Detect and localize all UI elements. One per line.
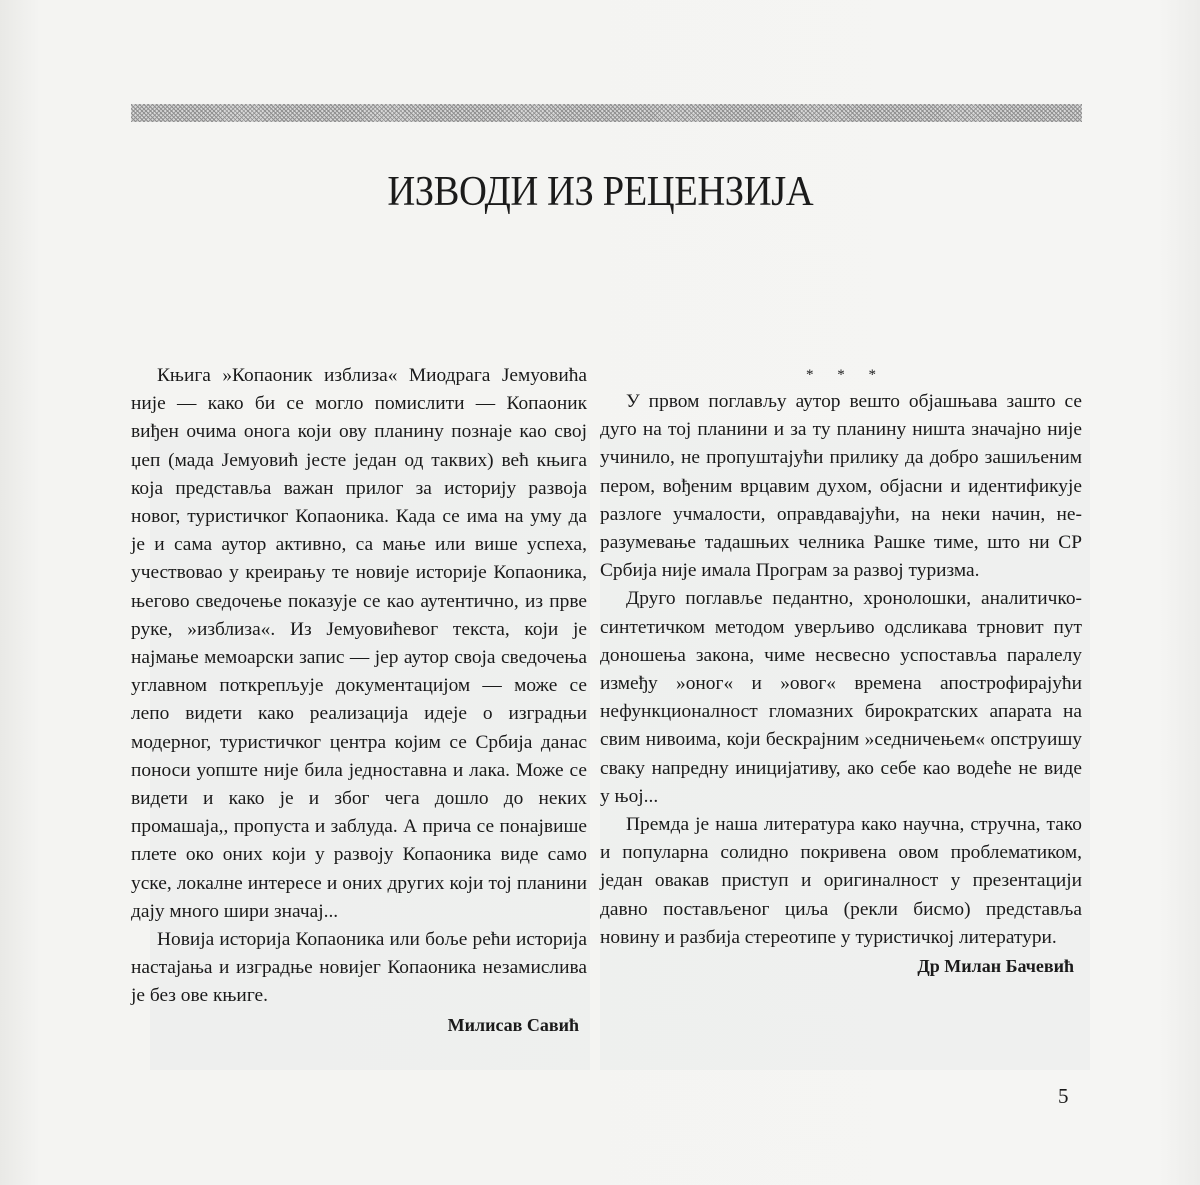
left-signature: Милисав Савић [447,1014,579,1035]
page-title: ИЗВОДИ ИЗ РЕЦЕНЗИЈА [387,169,814,215]
decorative-hatched-rule [131,104,1082,122]
right-signature: Др Милан Бачевић [917,956,1074,977]
left-paragraph-1: Књига »Копаоник изблиза« Миодрага Јемуовића није — како би се могло помислити — Копаоник виђен очима онога који ову планину познаје као свој џеп (мада Јемуовић јесте један од таквих) већ књига која представља важан прилог за историју развоја новог, туристичког Копаоника. Када се има на уму да је и сама аутор активно, са мање или више успеха, учествовао у креирању те новије историје Копаоника, његово сведочење показује се као аутентично, из прве руке, »изблиза«. Из Јемуовићевог текста, који је најмање мемоарски запис — јер аутор своја сведочења углавном поткрепљује документацијом — може се лепо видети како реализација идеје о изградњи модерног, туристичког центра којим се Србија данас поноси уопште није била једноставна и лака. Може се видети и како је и због чега дошло до неких промашаја,, пропуста и заблуда. А прича се понајвише плете око оних који у развоју Копаоника виде само уске, локалне интересе и оних других који тој планини дају много шири значај... [131,365,587,922]
right-paragraph-1: У првом поглављу аутор вешто објашњава зашто се дуго на тој планини и за ту планину ништа значајно није учинило, не пропуштајући прилику да добро зашиљеним пером, вођеним врцавим духом, објасни и идентификује разлоге учмалости, оправдавајући, на неки начин, неразумевање тадашњих челника Рашке тиме, што ни СР Србија није имала Програм за развој туризма. [600,391,1082,582]
right-column [600,362,1082,980]
section-separator: * * * [806,367,886,383]
right-paragraph-2: Друго поглавље педантно, хронолошки, аналитичко-синтетичком методом уверљиво одсликава трновит пут доношења закона, чиме несвесно успоставља паралелу између »оног« и »овог« времена апострофирајући нефункционалност гломазних бирократских апарата на свим нивоима, који бескрајним »седничењем« опструишу сваку напредну иницијативу, ако себе као водеће не виде у њој... [600,588,1082,807]
left-column [131,362,587,1039]
right-paragraph-3: Премда је наша литература како научна, стручна, тако и популарна солидно покривена овом проблематиком, један овакав приступ и оригиналност у презентацији давно постављеног циља (рекли бисмо) представља новину и разбија стереотипе у туристичкој литератури. [600,814,1082,948]
left-paragraph-2: Новија историја Копаоника или боље рећи историја настајања и изградње новијег Копаоника незамислива је без ове књиге. [131,929,587,1007]
page-number: 5 [1058,1084,1069,1108]
